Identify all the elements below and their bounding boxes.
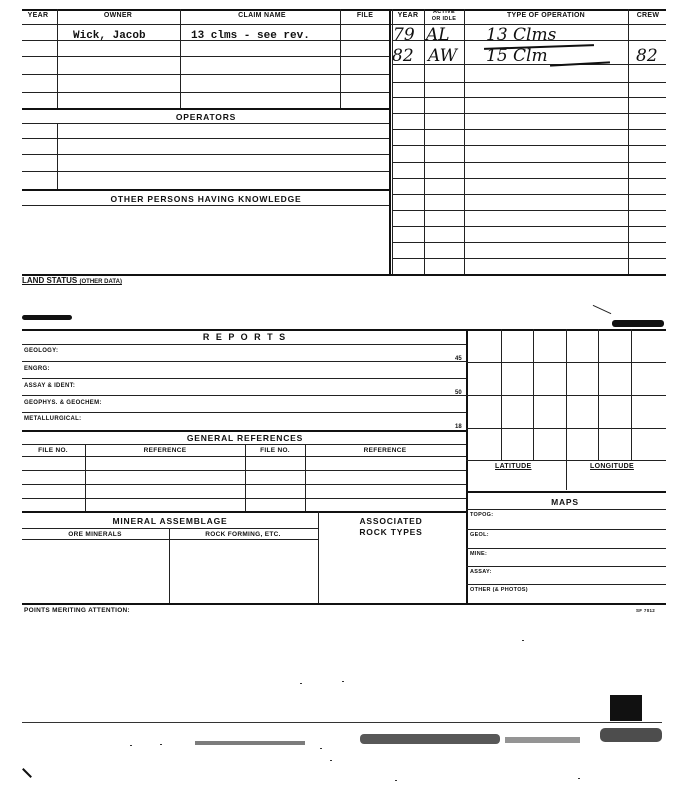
row-line xyxy=(22,412,466,413)
col-line xyxy=(245,444,246,512)
row-line xyxy=(22,470,466,471)
activity-status-1: AL xyxy=(426,25,450,45)
rock-types-heading: ROCK TYPES xyxy=(359,527,423,537)
col-line xyxy=(57,123,58,189)
geology-label: GEOLOGY: xyxy=(24,348,59,354)
row-line xyxy=(392,242,666,243)
header-year-2: YEAR xyxy=(397,12,419,19)
maps-heading: MAPS xyxy=(551,497,579,507)
row-line xyxy=(466,395,666,396)
maps-other-label: OTHER (& PHOTOS) xyxy=(470,587,528,593)
operators-heading: OPERATORS xyxy=(175,112,237,122)
land-status-label xyxy=(22,276,122,285)
maps-geol-label: GEOL: xyxy=(470,532,489,538)
ref-reference-header-2: REFERENCE xyxy=(363,447,407,454)
col-line xyxy=(169,528,170,604)
header-year: YEAR xyxy=(27,12,49,19)
row-line xyxy=(392,210,666,211)
col-line xyxy=(340,9,341,109)
scan-streak xyxy=(360,734,500,744)
scan-streak xyxy=(505,737,580,743)
row-line xyxy=(466,428,666,429)
row-line xyxy=(22,56,389,57)
rock-forming-header: ROCK FORMING, ETC. xyxy=(205,531,281,538)
ore-minerals-header: ORE MINERALS xyxy=(68,531,122,538)
associated-heading: ASSOCIATED xyxy=(359,516,423,526)
col-line xyxy=(318,511,319,604)
row-line xyxy=(22,138,389,139)
points-meriting-attention: POINTS MERITING ATTENTION: xyxy=(24,607,131,614)
general-references-heading: GENERAL REFERENCES xyxy=(186,433,304,443)
row-line xyxy=(22,603,666,605)
row-line xyxy=(22,456,466,457)
longitude-label: LONGITUDE xyxy=(590,463,634,470)
activity-crew-2: 82 xyxy=(636,46,658,66)
activity-operation-1: 13 Clms xyxy=(486,25,557,45)
scan-line xyxy=(22,722,662,723)
report-number-1: 45 xyxy=(455,356,462,362)
engrg-label: ENGRG: xyxy=(24,366,50,372)
scan-speck xyxy=(578,778,580,779)
scan-speck xyxy=(342,681,344,682)
ink-mark xyxy=(593,305,612,314)
geophys-label: GEOPHYS. & GEOCHEM: xyxy=(24,400,102,406)
row-line xyxy=(22,511,466,513)
latitude-label: LATITUDE xyxy=(495,463,532,470)
top-border xyxy=(22,9,666,11)
scan-speck xyxy=(160,744,162,745)
report-number-3: 18 xyxy=(455,424,462,430)
row-line xyxy=(22,498,466,499)
row-line xyxy=(466,548,666,549)
header-or-idle: OR IDLE xyxy=(431,16,457,22)
col-line xyxy=(464,9,465,275)
row-line xyxy=(22,484,466,485)
row-line xyxy=(22,444,466,445)
scan-speck xyxy=(320,748,322,749)
header-crew: CREW xyxy=(636,12,660,19)
row-line xyxy=(466,362,666,363)
reports-heading: R E P O R T S xyxy=(202,332,288,342)
col-line xyxy=(424,9,425,275)
col-line xyxy=(389,9,391,275)
row-line xyxy=(466,584,666,585)
row-line xyxy=(466,491,666,493)
header-claim-name: CLAIM NAME xyxy=(238,12,286,19)
row-line xyxy=(392,82,666,83)
row-line xyxy=(22,378,466,379)
other-persons-heading: OTHER PERSONS HAVING KNOWLEDGE xyxy=(110,194,302,204)
activity-year-1: 79 xyxy=(393,25,415,45)
maps-topog-label: TOPOG: xyxy=(470,512,494,518)
col-line xyxy=(85,444,86,512)
header-underline xyxy=(22,24,666,25)
row-line xyxy=(22,361,466,362)
mineral-assemblage-heading: MINERAL ASSEMBLAGE xyxy=(112,516,228,526)
row-line xyxy=(392,226,666,227)
corner-mark xyxy=(22,768,32,778)
ref-reference-header-1: REFERENCE xyxy=(143,447,187,454)
scan-speck xyxy=(522,640,524,641)
scan-blot xyxy=(610,695,642,721)
row-line xyxy=(22,171,389,172)
scan-speck xyxy=(130,745,132,746)
scan-speck xyxy=(300,683,302,684)
scan-speck xyxy=(330,760,332,761)
row-line xyxy=(22,74,389,75)
ref-file-no-header-2: FILE NO. xyxy=(260,447,290,454)
scan-speck xyxy=(395,780,397,781)
row-line xyxy=(392,162,666,163)
row-line xyxy=(22,329,666,331)
col-line xyxy=(466,329,468,604)
row-line xyxy=(22,344,466,345)
header-active: ACTIVE xyxy=(433,9,455,15)
row-line xyxy=(22,123,389,124)
activity-year-2: 82 xyxy=(392,46,414,66)
scan-streak xyxy=(600,728,662,742)
col-line xyxy=(180,9,181,109)
col-line xyxy=(628,9,629,275)
row-line xyxy=(392,113,666,114)
row-line xyxy=(392,178,666,179)
row-line xyxy=(22,92,389,93)
row-line xyxy=(22,154,389,155)
metallurgical-label: METALLURGICAL: xyxy=(24,416,82,422)
row-line xyxy=(392,258,666,259)
ref-file-no-header-1: FILE NO. xyxy=(38,447,68,454)
col-line xyxy=(566,460,567,490)
owner-value: Wick, Jacob xyxy=(73,30,146,42)
row-line xyxy=(466,509,666,510)
col-line xyxy=(305,444,306,512)
row-line xyxy=(22,108,389,110)
row-line xyxy=(22,205,389,206)
row-line xyxy=(392,145,666,146)
row-line xyxy=(392,97,666,98)
assay-label: ASSAY & IDENT: xyxy=(24,383,76,389)
row-line xyxy=(22,430,466,432)
row-line xyxy=(392,194,666,195)
header-type-of-operation: TYPE OF OPERATION xyxy=(506,12,586,19)
scan-streak xyxy=(195,741,305,745)
report-number-2: 50 xyxy=(455,390,462,396)
row-line xyxy=(466,566,666,567)
header-file: FILE xyxy=(356,12,374,19)
row-line xyxy=(22,528,318,529)
row-line xyxy=(22,395,466,396)
maps-assay-label: ASSAY: xyxy=(470,569,492,575)
row-line xyxy=(22,539,318,540)
claim-name-value: 13 clms - see rev. xyxy=(191,30,310,42)
ink-smudge xyxy=(22,315,72,320)
ink-smudge xyxy=(612,320,664,327)
col-line xyxy=(57,9,58,109)
land-status-text: LAND STATUS xyxy=(22,276,78,285)
form-number: SF 7012 xyxy=(636,608,656,613)
row-line xyxy=(22,189,389,191)
row-line xyxy=(466,529,666,530)
maps-mine-label: MINE: xyxy=(470,551,488,557)
land-status-sub: (OTHER DATA) xyxy=(79,279,122,285)
activity-operation-2: 15 Clm xyxy=(486,46,548,66)
header-owner: OWNER xyxy=(103,12,133,19)
row-line xyxy=(392,129,666,130)
activity-status-2: AW xyxy=(428,46,458,66)
